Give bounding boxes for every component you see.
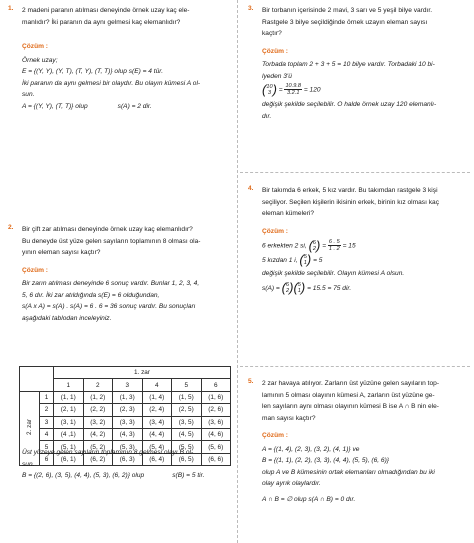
table-cell: (3, 3) <box>113 416 143 428</box>
table-row-header: 5 <box>40 441 54 453</box>
solution-line: lyeden 3'ü <box>262 72 292 80</box>
table-column-header: 1 <box>54 379 84 391</box>
table-cell: (1, 1) <box>54 391 84 403</box>
table-top-label: 1. zar <box>54 367 231 379</box>
solution-heading: Çözüm : <box>262 47 289 55</box>
binomial-6-2: ( 6 2 ) <box>308 237 321 253</box>
question-number: 2. <box>8 224 14 231</box>
solution-line: Bir zarın atılması deneyinde 6 sonuç vardır. Bunlar 1, 2, 3, 4, <box>22 280 200 287</box>
solution-line: dır. <box>262 112 272 120</box>
solution-line: Üst yüzeye gelen sayıların toplamının 8 gelmesi olayı B ol- <box>22 449 194 456</box>
table-cell: (1, 5) <box>172 391 202 403</box>
table-cell: (3, 1) <box>54 416 84 428</box>
table-column-header: 5 <box>172 379 202 391</box>
solution-line: A ∩ B = ∅ olup s(A ∩ B) = 0 dır. <box>262 495 356 503</box>
table-cell: (5, 2) <box>83 441 113 453</box>
question-4 <box>248 185 470 296</box>
table-cell: (2, 4) <box>142 404 172 416</box>
table-cell: (2, 3) <box>113 404 143 416</box>
table-cell: (4, 5) <box>172 428 202 440</box>
solution-heading: Çözüm : <box>22 43 49 50</box>
combination-equation: ( 10 3 ) = $\frac{10.9.8}{3.2.1}$ = 120 <box>262 81 321 97</box>
table-cell: (6, 1) <box>54 453 84 465</box>
table-row <box>20 404 231 416</box>
table-cell: (3, 5) <box>172 416 202 428</box>
table-row-header: 4 <box>40 428 54 440</box>
table-row-header: 2 <box>40 404 54 416</box>
question-text: kaçtır? <box>262 30 282 37</box>
question-2 <box>8 224 233 324</box>
table-cell: (2, 5) <box>172 404 202 416</box>
solution-line: olup A ve B kümesinin ortak elemanları olmadığından bu iki <box>262 468 435 476</box>
table-cell: (2, 6) <box>201 404 231 416</box>
solution-equation: s(A) = ( 6 2 )( 5 1 ) = 15.5 = 75 dir. <box>262 279 352 295</box>
solution-heading: Çözüm : <box>262 227 289 235</box>
table-corner <box>20 367 54 392</box>
solution-line: sun. <box>22 91 35 98</box>
question-text: yının eleman sayısı kaçtır? <box>22 249 101 256</box>
question-text: Bir torbanın içerisinde 2 mavi, 3 sarı ve 5 yeşil bilye vardır. <box>262 7 433 14</box>
question-text: lamının 5 olması olayının kümesi A, zarların üst yüzüne ge- <box>262 391 435 399</box>
solution-heading: Çözüm : <box>262 432 289 439</box>
table-row-header: 3 <box>40 416 54 428</box>
question-text: manlıdır? İki paranın da aynı gelmesi kaç elemanlıdır? <box>22 18 181 26</box>
table-cell: (3, 4) <box>142 416 172 428</box>
table-column-header: 4 <box>142 379 172 391</box>
column-divider <box>237 0 238 543</box>
table-cell: (6, 2) <box>83 453 113 465</box>
question-text: man sayısı kaçtır? <box>262 414 316 422</box>
table-cell: (5, 6) <box>201 441 231 453</box>
solution-line: B = {(2, 6), (3, 5), (4, 4), (5, 3), (6, 2)} olup s(B) = 5 tir. <box>22 472 205 479</box>
table-cell: (3, 6) <box>201 416 231 428</box>
table-cell: (5, 5) <box>172 441 202 453</box>
table-column-header: 3 <box>113 379 143 391</box>
solution-line: olay ayrık olaylardır. <box>262 480 321 487</box>
table-cell: (3, 2) <box>83 416 113 428</box>
solution-line: değişik şekilde seçilebilir. O halde örnek uzay 120 elemanlı- <box>262 101 437 108</box>
question-3 <box>248 5 470 122</box>
question-text: len sayıların aynı olması olayının kümesi B ise A ∩ B nin ele- <box>262 403 439 410</box>
table-cell: (2, 2) <box>83 404 113 416</box>
table-cell: (6, 3) <box>113 453 143 465</box>
table-cell: (6, 5) <box>172 453 202 465</box>
separator-4-5 <box>240 366 470 367</box>
binomial-6-2: ( 6 2 ) <box>281 279 294 295</box>
question-number: 5. <box>248 378 254 385</box>
solution-equation: 5 kızdan 1 i, ( 5 1 ) = 5 <box>262 252 323 267</box>
table-cell: (6, 6) <box>201 453 231 465</box>
table-side-label: 2. zar <box>20 391 40 465</box>
table-column-header: 6 <box>201 379 231 391</box>
question-text: Bu deneyde üst yüze gelen sayıların toplamının 8 olması ola- <box>22 237 201 245</box>
solution-line: A = {(1, 4), (2, 3), (3, 2), (4, 1)} ve <box>262 445 360 453</box>
table-cell: (4, 6) <box>201 428 231 440</box>
binomial-10-3: ( 10 3 ) <box>262 81 277 97</box>
question-number: 1. <box>8 5 14 12</box>
table-cell: (4 ,1) <box>54 428 84 440</box>
solution-line: Örnek uzay; <box>22 56 58 64</box>
solution-line: 5, 6 dır. İki zar atıldığında s(E) = 6 olduğundan, <box>22 291 160 299</box>
fraction: $\frac{10.9.8}{3.2.1}$ <box>285 83 301 96</box>
question-text: 2 zar havaya atılıyor. Zarların üst yüzüne gelen sayıların top- <box>262 380 440 387</box>
solution-line: s(A x A) = s(A) . s(A) = 6 . 6 = 36 sonuç vardır. Bu sonuçları <box>22 303 196 310</box>
solution-line: A = {(Y, Y), (T, T)} olup s(A) = 2 dir. <box>22 102 152 110</box>
table-row-header: 1 <box>40 391 54 403</box>
question-text: 2 madeni paranın atılması deneyinde örnek uzay kaç ele- <box>22 7 190 14</box>
table-cell: (2, 1) <box>54 404 84 416</box>
table-cell: (5, 3) <box>113 441 143 453</box>
question-2-continuation <box>8 447 233 482</box>
solution-line: değişik şekilde seçilebilir. Olayın kümesi A olsun. <box>262 270 405 278</box>
table-row <box>20 391 231 403</box>
question-number: 4. <box>248 185 254 192</box>
question-text: Bir çift zar atılması deneyinde örnek uzay kaç elemanlıdır? <box>22 226 193 233</box>
table-cell: (5, 4) <box>142 441 172 453</box>
table-cell: (5, 1) <box>54 441 84 453</box>
table-cell: (4, 2) <box>83 428 113 440</box>
separator-3-4 <box>240 172 470 173</box>
fraction: $\frac{6 . 5}{1 . 2}$ <box>328 239 340 252</box>
table-row <box>20 416 231 428</box>
solution-heading: Çözüm : <box>22 266 49 274</box>
solution-equation: 6 erkekten 2 si, ( 6 2 ) = $\frac{6 . 5}{1 . 2}$ = 15 <box>262 237 356 253</box>
table-cell: (4, 3) <box>113 428 143 440</box>
question-text: eleman kümeleri? <box>262 210 315 217</box>
table-cell: (4, 4) <box>142 428 172 440</box>
solution-line: sun. <box>22 460 35 468</box>
question-text: seçiliyor. Seçilen kişilerin ikisinin erkek, birinin kız olması kaç <box>262 198 439 206</box>
question-5 <box>248 378 470 505</box>
solution-line: B = {(1, 1), (2, 2), (3, 3), (4, 4), (5, 5), (6, 6)} <box>262 457 389 464</box>
table-cell: (1, 4) <box>142 391 172 403</box>
table-row-header: 6 <box>40 453 54 465</box>
table-cell: (1, 6) <box>201 391 231 403</box>
solution-line: E = {(Y, Y), (Y, T), (T, Y), (T, T)} olup s(E) = 4 tür. <box>22 68 164 75</box>
question-text: Rastgele 3 bilye seçildiğinde örnek uzayın eleman sayısı <box>262 18 428 26</box>
question-number: 3. <box>248 5 254 12</box>
question-text: Bir takımda 6 erkek, 5 kız vardır. Bu takımdan rastgele 3 kişi <box>262 187 438 194</box>
solution-line: Torbada toplam 2 + 3 + 5 = 10 bilye vardır. Torbadaki 10 bi- <box>262 61 435 68</box>
binomial-5-1: ( 5 1 ) <box>293 279 306 295</box>
binomial-5-1: ( 5 1 ) <box>299 252 312 267</box>
table-row <box>20 428 231 440</box>
solution-line: aşağıdaki tablodan inceleyiniz. <box>22 314 112 322</box>
table-cell: (1, 3) <box>113 391 143 403</box>
solution-line: İki paranın da aynı gelmesi bir olaydır. Bu olayın kümesi A ol- <box>22 79 201 87</box>
table-column-header: 2 <box>83 379 113 391</box>
question-1 <box>8 5 233 112</box>
table-cell: (1, 2) <box>83 391 113 403</box>
table-cell: (6, 4) <box>142 453 172 465</box>
